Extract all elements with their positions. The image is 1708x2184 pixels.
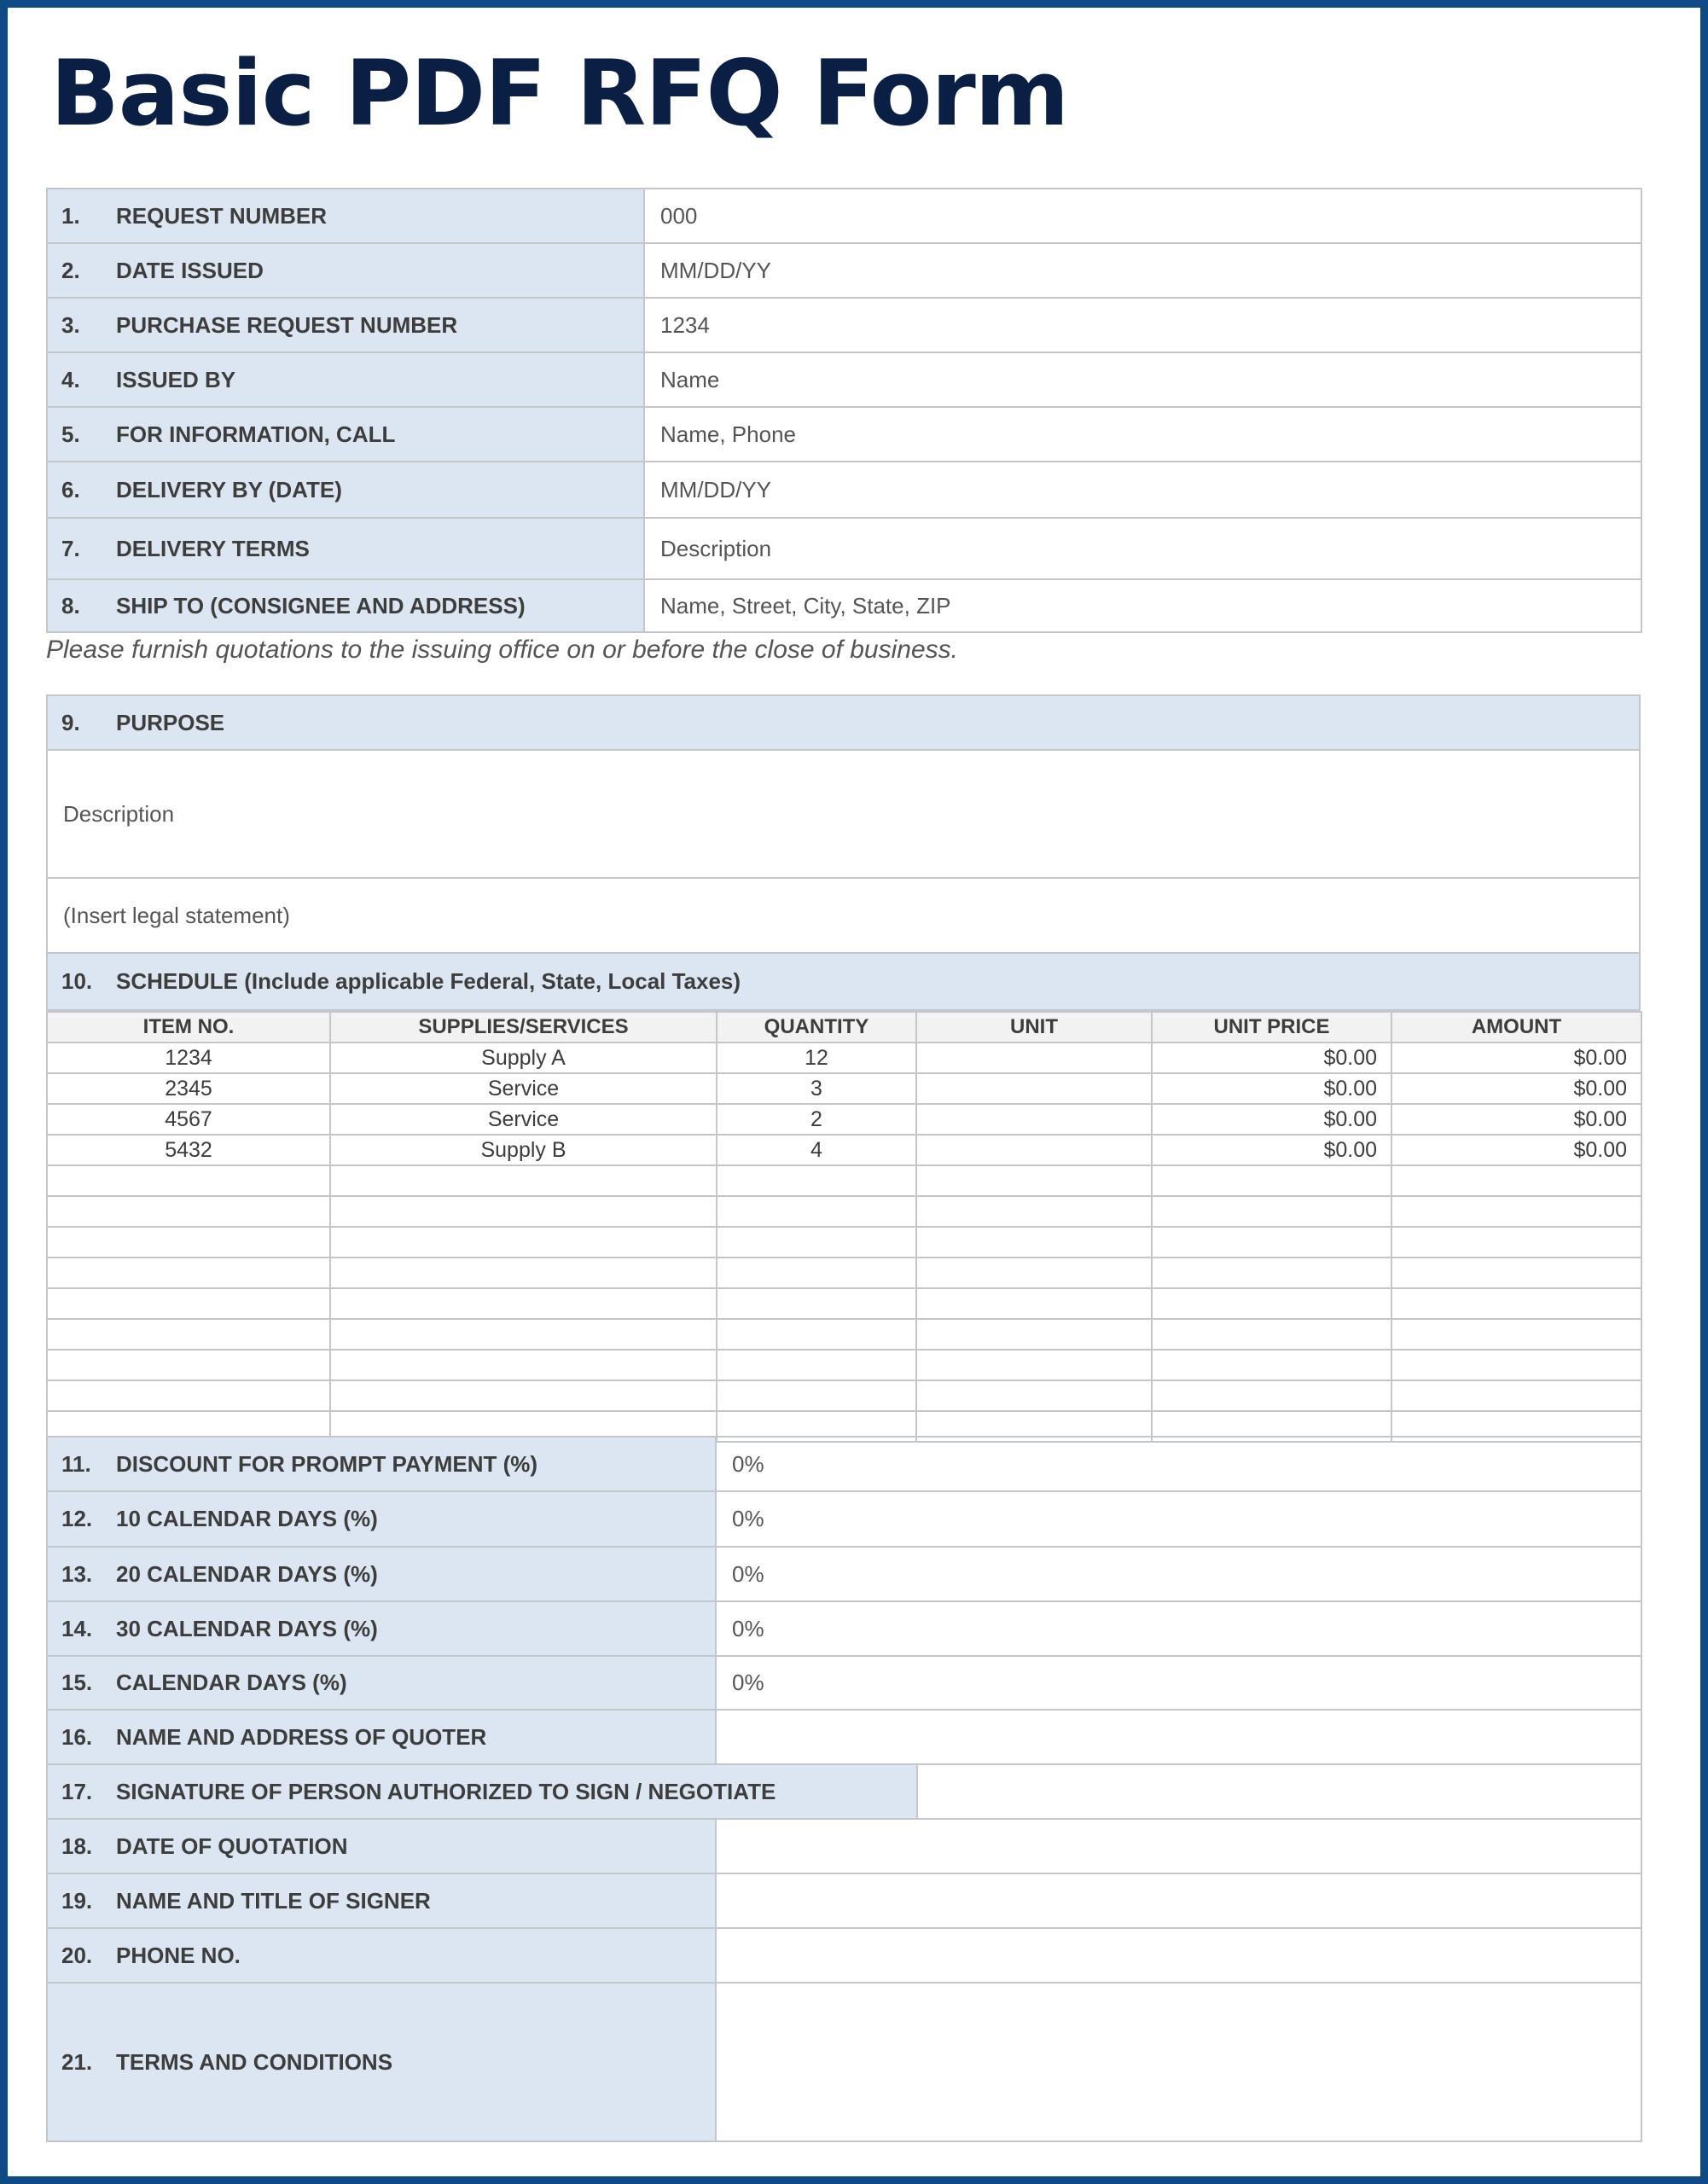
field-row: [47, 1491, 1641, 1547]
column-header-item-no: ITEM NO.: [47, 1012, 330, 1043]
purpose-description-row: [47, 750, 1640, 878]
field-row: [47, 1437, 1641, 1491]
date-issued-field[interactable]: MM/DD/YY: [644, 243, 1641, 298]
terms-conditions-field[interactable]: [716, 1983, 1641, 2141]
cell-supplies-services[interactable]: Supply A: [330, 1043, 717, 1073]
cell-quantity[interactable]: [717, 1319, 916, 1350]
field-label: 3. PURCHASE REQUEST NUMBER: [47, 298, 644, 352]
cell-item-no[interactable]: [47, 1350, 330, 1380]
schedule-row: [47, 1227, 1641, 1258]
cell-unit-price[interactable]: $0.00: [1152, 1073, 1391, 1104]
cell-unit-price[interactable]: [1152, 1258, 1391, 1288]
field-label: 20. PHONE NO.: [47, 1928, 716, 1983]
schedule-row: [47, 1319, 1641, 1350]
purpose-header-row: [47, 695, 1640, 750]
cell-quantity[interactable]: 3: [717, 1073, 916, 1104]
cell-supplies-services[interactable]: Service: [330, 1073, 717, 1104]
field-row: [47, 243, 1641, 298]
field-label: 6. DELIVERY BY (DATE): [47, 462, 644, 518]
field-label: 19. NAME AND TITLE OF SIGNER: [47, 1873, 716, 1928]
legal-statement-field[interactable]: (Insert legal statement): [47, 878, 1640, 953]
field-row: [47, 298, 1641, 352]
field-label: 13. 20 CALENDAR DAYS (%): [47, 1547, 716, 1601]
legal-statement-row: [47, 878, 1640, 953]
cell-quantity[interactable]: 4: [717, 1135, 916, 1165]
schedule-label: 10. SCHEDULE (Include applicable Federal, State, Local Taxes): [47, 953, 1640, 1010]
cell-amount[interactable]: [1391, 1227, 1641, 1258]
column-header-amount: AMOUNT: [1391, 1012, 1641, 1043]
field-row: [47, 462, 1641, 518]
cell-supplies-services[interactable]: Service: [330, 1104, 717, 1135]
field-label: 12. 10 CALENDAR DAYS (%): [47, 1491, 716, 1547]
delivery-terms-field[interactable]: Description: [644, 518, 1641, 579]
delivery-date-field[interactable]: MM/DD/YY: [644, 462, 1641, 518]
cell-unit-price[interactable]: [1152, 1350, 1391, 1380]
schedule-row: [47, 1104, 1641, 1135]
cell-unit-price[interactable]: [1152, 1227, 1391, 1258]
instruction-note: Please furnish quotations to the issuing office on or before the close of business.: [46, 636, 958, 664]
field-label: 1. REQUEST NUMBER: [47, 189, 644, 243]
cell-item-no[interactable]: 4567: [47, 1104, 330, 1135]
field-row: [47, 189, 1641, 243]
schedule-row: [47, 1196, 1641, 1227]
cell-amount[interactable]: $0.00: [1391, 1043, 1641, 1073]
schedule-row: [47, 1073, 1641, 1104]
cell-supplies-services[interactable]: [330, 1165, 717, 1196]
field-label: 7. DELIVERY TERMS: [47, 518, 644, 579]
field-row: [47, 1710, 1641, 1764]
cell-unit-price[interactable]: [1152, 1196, 1391, 1227]
cell-item-no[interactable]: [47, 1258, 330, 1288]
cell-unit-price[interactable]: $0.00: [1152, 1043, 1391, 1073]
field-row: [47, 1873, 1641, 1928]
cell-unit[interactable]: [916, 1258, 1152, 1288]
field-row: [47, 1601, 1641, 1656]
field-label: 14. 30 CALENDAR DAYS (%): [47, 1601, 716, 1656]
prompt-payment-discount-field[interactable]: 0%: [716, 1437, 1641, 1491]
field-label: 18. DATE OF QUOTATION: [47, 1819, 716, 1873]
column-header-unit-price: UNIT PRICE: [1152, 1012, 1391, 1043]
cell-amount[interactable]: $0.00: [1391, 1135, 1641, 1165]
cell-supplies-services[interactable]: [330, 1227, 717, 1258]
column-header-unit: UNIT: [916, 1012, 1152, 1043]
phone-number-field[interactable]: [716, 1928, 1641, 1983]
purpose-table: [46, 694, 1641, 1011]
cell-amount[interactable]: [1391, 1196, 1641, 1227]
field-row: [47, 1983, 1641, 2141]
cell-unit-price[interactable]: [1152, 1165, 1391, 1196]
schedule-table: [46, 1011, 1642, 1443]
cell-amount[interactable]: $0.00: [1391, 1073, 1641, 1104]
schedule-row: [47, 1165, 1641, 1196]
quotation-details-table: [46, 1436, 1642, 2142]
field-row: [47, 518, 1641, 579]
cell-item-no[interactable]: 5432: [47, 1135, 330, 1165]
cell-amount[interactable]: [1391, 1258, 1641, 1288]
field-row: [47, 1819, 1641, 1873]
cell-supplies-services[interactable]: Supply B: [330, 1135, 717, 1165]
cell-unit[interactable]: [916, 1135, 1152, 1165]
cell-unit[interactable]: [916, 1288, 1152, 1319]
purchase-request-number-field[interactable]: 1234: [644, 298, 1641, 352]
cell-quantity[interactable]: [717, 1288, 916, 1319]
cell-unit-price[interactable]: [1152, 1380, 1391, 1411]
column-header-supplies-services: SUPPLIES/SERVICES: [330, 1012, 717, 1043]
field-row: [47, 407, 1641, 462]
schedule-row: [47, 1380, 1641, 1411]
field-label: 17. SIGNATURE OF PERSON AUTHORIZED TO SIGN / NEGOTIATE: [47, 1764, 917, 1819]
cell-supplies-services[interactable]: [330, 1319, 717, 1350]
cell-quantity[interactable]: 12: [717, 1043, 916, 1073]
cell-unit[interactable]: [916, 1104, 1152, 1135]
column-header-quantity: QUANTITY: [717, 1012, 916, 1043]
cell-item-no[interactable]: [47, 1165, 330, 1196]
cell-amount[interactable]: [1391, 1288, 1641, 1319]
schedule-row: [47, 1258, 1641, 1288]
schedule-header-row: [47, 953, 1640, 1010]
quotation-date-field[interactable]: [716, 1819, 1641, 1873]
field-label: 16. NAME AND ADDRESS OF QUOTER: [47, 1710, 716, 1764]
cell-supplies-services[interactable]: [330, 1350, 717, 1380]
schedule-row: [47, 1350, 1641, 1380]
cell-supplies-services[interactable]: [330, 1380, 717, 1411]
cell-quantity[interactable]: [717, 1165, 916, 1196]
cell-quantity[interactable]: [717, 1258, 916, 1288]
request-info-table: [46, 188, 1642, 633]
information-contact-field[interactable]: Name, Phone: [644, 407, 1641, 462]
cell-amount[interactable]: [1391, 1319, 1641, 1350]
cell-unit[interactable]: [916, 1043, 1152, 1073]
field-label: 11. DISCOUNT FOR PROMPT PAYMENT (%): [47, 1437, 716, 1491]
cell-amount[interactable]: [1391, 1165, 1641, 1196]
field-label: 15. CALENDAR DAYS (%): [47, 1656, 716, 1710]
cell-unit[interactable]: [916, 1227, 1152, 1258]
cell-unit[interactable]: [916, 1165, 1152, 1196]
cell-quantity[interactable]: [717, 1227, 916, 1258]
field-label: 5. FOR INFORMATION, CALL: [47, 407, 644, 462]
cell-item-no[interactable]: 1234: [47, 1043, 330, 1073]
authorized-signature-field[interactable]: [917, 1764, 1641, 1819]
quoter-name-address-field[interactable]: [716, 1710, 1641, 1764]
cell-amount[interactable]: [1391, 1350, 1641, 1380]
issued-by-field[interactable]: Name: [644, 352, 1641, 407]
purpose-label: 9. PURPOSE: [47, 695, 1640, 750]
cell-quantity[interactable]: 2: [717, 1104, 916, 1135]
cell-supplies-services[interactable]: [330, 1196, 717, 1227]
field-row: [47, 1764, 1641, 1819]
cell-unit[interactable]: [916, 1196, 1152, 1227]
cell-quantity[interactable]: [717, 1350, 916, 1380]
cell-quantity[interactable]: [717, 1196, 916, 1227]
cell-item-no[interactable]: [47, 1380, 330, 1411]
cell-amount[interactable]: [1391, 1380, 1641, 1411]
field-row: [47, 1656, 1641, 1710]
cell-supplies-services[interactable]: [330, 1258, 717, 1288]
schedule-rows: [47, 1043, 1641, 1442]
field-label: 2. DATE ISSUED: [47, 243, 644, 298]
cell-unit-price[interactable]: $0.00: [1152, 1135, 1391, 1165]
field-row: [47, 579, 1641, 632]
cell-unit[interactable]: [916, 1319, 1152, 1350]
cell-item-no[interactable]: [47, 1288, 330, 1319]
purpose-description-field[interactable]: Description: [47, 750, 1640, 878]
discount-30-days-field[interactable]: 0%: [716, 1601, 1641, 1656]
signer-name-title-field[interactable]: [716, 1873, 1641, 1928]
cell-amount[interactable]: $0.00: [1391, 1104, 1641, 1135]
ship-to-field[interactable]: Name, Street, City, State, ZIP: [644, 579, 1641, 632]
cell-item-no[interactable]: 2345: [47, 1073, 330, 1104]
schedule-row: [47, 1043, 1641, 1073]
field-label: 21. TERMS AND CONDITIONS: [47, 1983, 716, 2141]
field-row: [47, 1928, 1641, 1983]
request-number-field[interactable]: 000: [644, 189, 1641, 243]
cell-item-no[interactable]: [47, 1196, 330, 1227]
field-row: [47, 1547, 1641, 1601]
page-title: Basic PDF RFQ Form: [50, 41, 1069, 146]
cell-unit[interactable]: [916, 1073, 1152, 1104]
discount-20-days-field[interactable]: 0%: [716, 1547, 1641, 1601]
cell-item-no[interactable]: [47, 1227, 330, 1258]
field-label: 8. SHIP TO (CONSIGNEE AND ADDRESS): [47, 579, 644, 632]
discount-10-days-field[interactable]: 0%: [716, 1491, 1641, 1547]
field-row: [47, 352, 1641, 407]
cell-item-no[interactable]: [47, 1319, 330, 1350]
schedule-row: [47, 1135, 1641, 1165]
cell-supplies-services[interactable]: [330, 1288, 717, 1319]
cell-unit-price[interactable]: $0.00: [1152, 1104, 1391, 1135]
schedule-column-headers: [47, 1012, 1641, 1043]
cell-unit-price[interactable]: [1152, 1288, 1391, 1319]
schedule-row: [47, 1288, 1641, 1319]
field-label: 4. ISSUED BY: [47, 352, 644, 407]
cell-unit[interactable]: [916, 1350, 1152, 1380]
cell-unit-price[interactable]: [1152, 1319, 1391, 1350]
cell-unit[interactable]: [916, 1380, 1152, 1411]
cell-quantity[interactable]: [717, 1380, 916, 1411]
calendar-days-discount-field[interactable]: 0%: [716, 1656, 1641, 1710]
